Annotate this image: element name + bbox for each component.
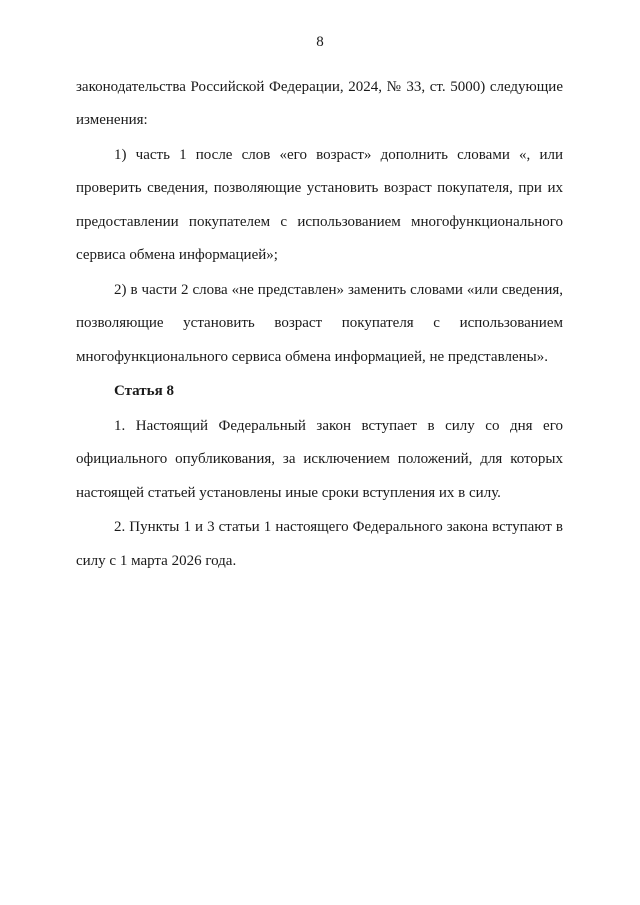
article-clause-1: 1. Настоящий Федеральный закон вступает в силу со дня его официального опубликования, за исключением положений, для которых настоящей статьей установлены иные сроки вступления их в силу. — [76, 417, 563, 501]
amendment-item-2: 2) в части 2 слова «не представлен» заменить словами «или сведения, позволяющие установить возраст покупателя с использованием многофункционального сервиса обмена информацией, не представлены». — [76, 281, 563, 365]
continuation-paragraph: законодательства Российской Федерации, 2024, № 33, ст. 5000) следующие изменения: — [76, 79, 563, 129]
article-clause-2: 2. Пункты 1 и 3 статьи 1 настоящего Федерального закона вступают в силу с 1 марта 2026 года. — [76, 519, 563, 569]
amendment-item-1: 1) часть 1 после слов «его возраст» дополнить словами «, или проверить сведения, позволяющие установить возраст покупателя, при их предоставлении покупателем с использованием многофункционального сервиса обмена информацией»; — [76, 147, 563, 264]
document-body — [76, 71, 563, 579]
article-heading: Статья 8 — [114, 383, 174, 400]
page-number: 8 — [316, 34, 324, 50]
